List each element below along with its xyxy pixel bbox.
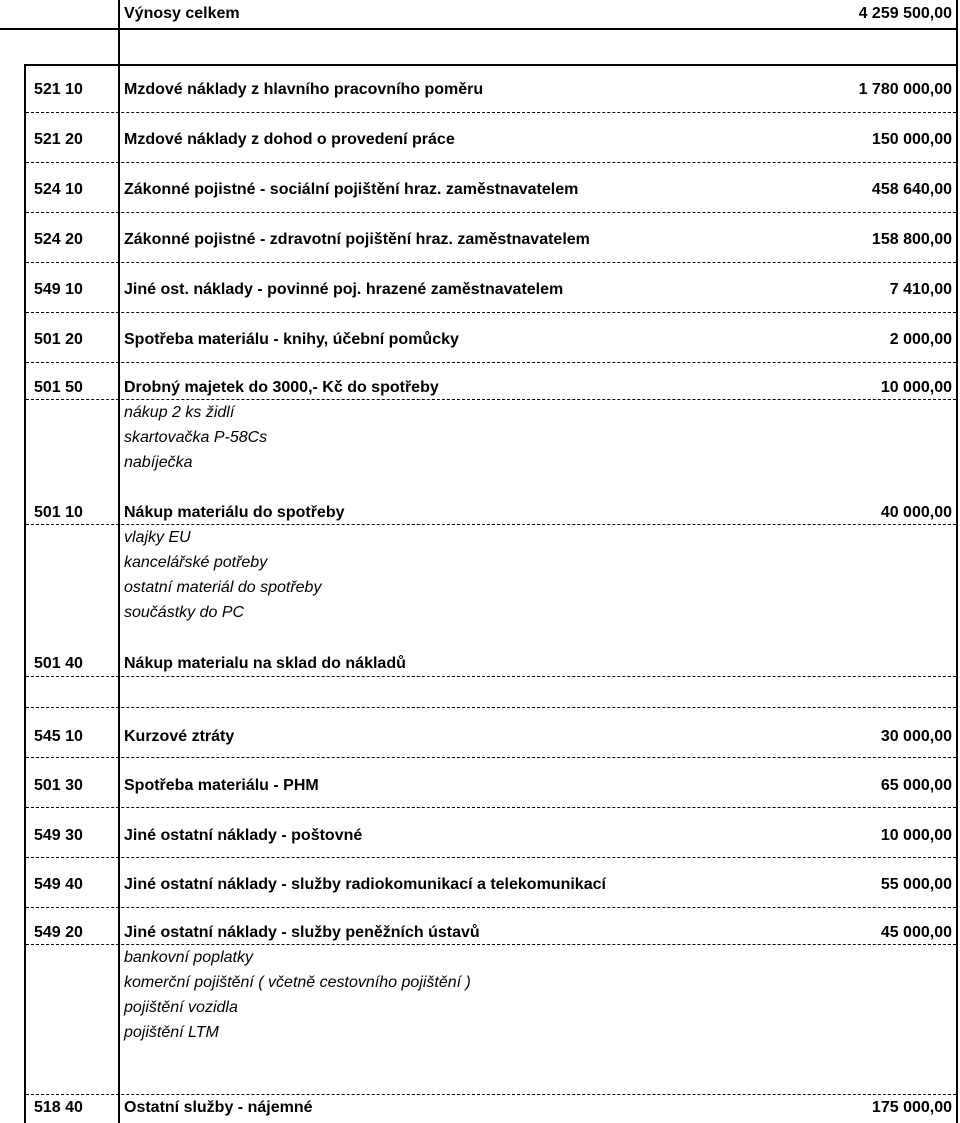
- row-note: bankovní poplatky: [124, 949, 253, 966]
- row-note: nabíječka: [124, 454, 193, 471]
- row-separator: [26, 944, 956, 945]
- row-code: 549 40: [34, 876, 83, 893]
- row-description: Jiné ostatní náklady - poštovné: [124, 827, 363, 844]
- row-code: 521 10: [34, 81, 83, 98]
- row-description: Jiné ost. náklady - povinné poj. hrazené zaměstnavatelem: [124, 281, 564, 298]
- row-amount: 158 800,00: [871, 231, 952, 248]
- row-code: 549 20: [34, 924, 83, 941]
- row-code: 521 20: [34, 131, 83, 148]
- row-note: skartovačka P-58Cs: [124, 429, 268, 446]
- row-note: nákup 2 ks židlí: [124, 404, 235, 421]
- row-description: Drobný majetek do 3000,- Kč do spotřeby: [124, 379, 439, 396]
- row-amount: 30 000,00: [880, 728, 952, 745]
- row-separator: [26, 112, 956, 113]
- row-amount: 10 000,00: [880, 379, 952, 396]
- row-separator: [26, 362, 956, 363]
- grid-vline-right: [956, 0, 958, 1123]
- row-note: vlajky EU: [124, 529, 191, 546]
- row-note: ostatní materiál do spotřeby: [124, 579, 322, 596]
- row-separator: [26, 262, 956, 263]
- row-description: Nákup materiálu do spotřeby: [124, 504, 345, 521]
- row-separator: [26, 1094, 956, 1095]
- row-separator: [26, 807, 956, 808]
- row-amount: 2 000,00: [889, 331, 952, 348]
- row-description: Spotřeba materiálu - knihy, účební pomůcky: [124, 331, 459, 348]
- row-amount: 175 000,00: [871, 1099, 952, 1116]
- row-code: 501 50: [34, 379, 83, 396]
- row-note: součástky do PC: [124, 604, 245, 621]
- row-description: Jiné ostatní náklady - služby peněžních ústavů: [124, 924, 480, 941]
- row-note: kancelářské potřeby: [124, 554, 268, 571]
- row-code: 501 40: [34, 655, 83, 672]
- row-separator: [26, 757, 956, 758]
- row-amount: 10 000,00: [880, 827, 952, 844]
- row-description: Nákup materialu na sklad do nákladů: [124, 655, 406, 672]
- row-amount: 458 640,00: [871, 181, 952, 198]
- row-note: pojištění LTM: [124, 1024, 219, 1041]
- row-separator: [26, 162, 956, 163]
- row-code: 524 20: [34, 231, 83, 248]
- row-separator: [26, 707, 956, 708]
- row-amount: 7 410,00: [889, 281, 952, 298]
- row-code: 549 10: [34, 281, 83, 298]
- row-description: Spotřeba materiálu - PHM: [124, 777, 319, 794]
- row-separator: [26, 212, 956, 213]
- row-code: 501 20: [34, 331, 83, 348]
- row-note: komerční pojištění ( včetně cestovního pojištění ): [124, 974, 471, 991]
- separator-section: [24, 64, 958, 66]
- row-separator: [26, 857, 956, 858]
- row-amount: 45 000,00: [880, 924, 952, 941]
- row-description: Zákonné pojistné - zdravotní pojištění hraz. zaměstnavatelem: [124, 231, 590, 248]
- row-separator: [26, 312, 956, 313]
- row-code: 501 30: [34, 777, 83, 794]
- row-separator: [26, 676, 956, 677]
- total-label: Výnosy celkem: [124, 5, 240, 22]
- row-code: 545 10: [34, 728, 83, 745]
- grid-vline-code-desc: [118, 0, 120, 1123]
- separator-top: [0, 28, 958, 30]
- row-separator: [26, 399, 956, 400]
- row-amount: 55 000,00: [880, 876, 952, 893]
- row-amount: 65 000,00: [880, 777, 952, 794]
- row-code: 524 10: [34, 181, 83, 198]
- row-description: Kurzové ztráty: [124, 728, 235, 745]
- row-code: 518 40: [34, 1099, 83, 1116]
- row-description: Mzdové náklady z hlavního pracovního poměru: [124, 81, 484, 98]
- row-separator: [26, 907, 956, 908]
- grid-vline-left: [24, 64, 26, 1123]
- row-note: pojištění vozidla: [124, 999, 238, 1016]
- row-description: Ostatní služby - nájemné: [124, 1099, 313, 1116]
- row-code: 549 30: [34, 827, 83, 844]
- row-description: Zákonné pojistné - sociální pojištění hraz. zaměstnavatelem: [124, 181, 579, 198]
- row-amount: 1 780 000,00: [858, 81, 952, 98]
- row-separator: [26, 524, 956, 525]
- row-description: Jiné ostatní náklady - služby radiokomunikací a telekomunikací: [124, 876, 606, 893]
- row-amount: 40 000,00: [880, 504, 952, 521]
- total-amount: 4 259 500,00: [858, 5, 952, 22]
- row-code: 501 10: [34, 504, 83, 521]
- row-amount: 150 000,00: [871, 131, 952, 148]
- row-description: Mzdové náklady z dohod o provedení práce: [124, 131, 455, 148]
